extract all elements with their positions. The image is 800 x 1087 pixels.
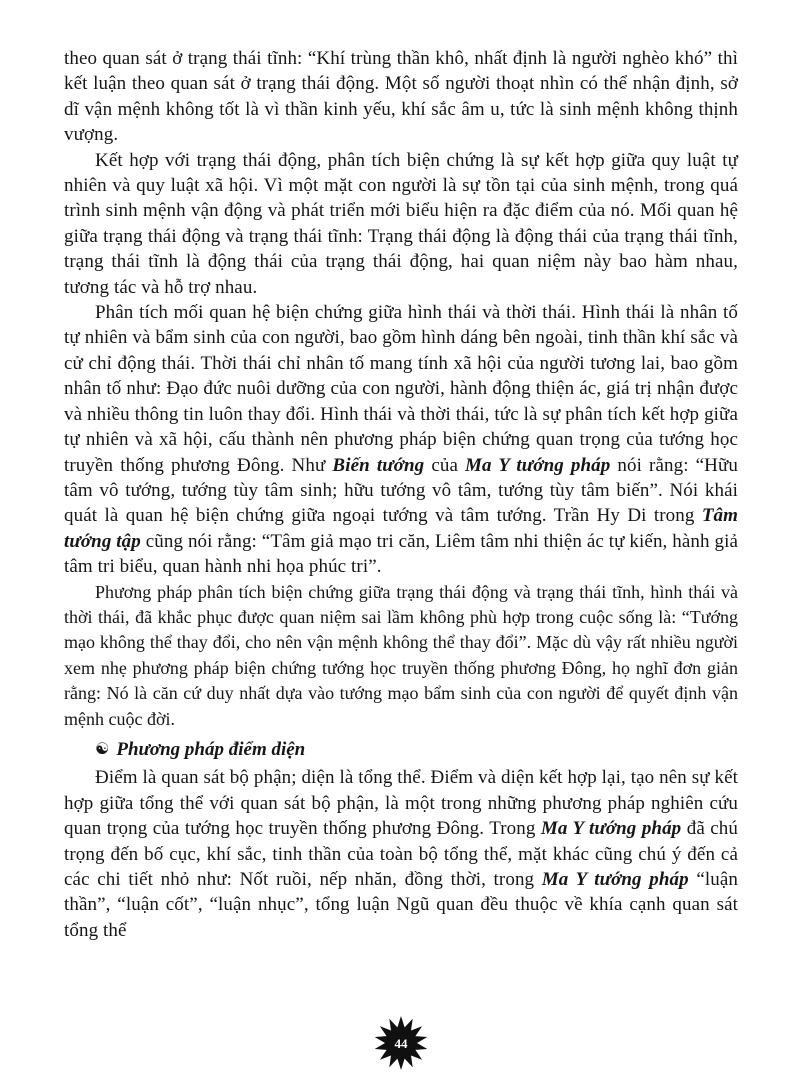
text-run: Điểm là quan sát bộ phận; diện là tổng thể. Điểm và diện kết hợp lại, tạo nên sự kết hợp giữa tổng thể với quan sát bộ phận, là một trong những phương pháp nghiên cứu quan trọng của tướng học truyền thống phương Đông. Trong [64,767,738,840]
text-run-italic: Ma Y tướng pháp [541,869,689,890]
paragraph-hinh-thai-thoi-thai [64,300,738,579]
section-heading [64,737,738,762]
page-number-ornament [370,1013,432,1071]
text-run: Phân tích mối quan hệ biện chứng giữa hình thái và thời thái. Hình thái là nhân tố tự nhiên và bẩm sinh của con người, bao gồm hình dáng bên ngoài, tinh thần khí sắc và cử chỉ động thái. Thời thái chỉ nhân tố mang tính xã hội của người tương lai, bao gồm nhân tố như: Đạo đức nuôi dưỡng của con người, hành động thiện ác, giá trị nhận được và nhiều thông tin luôn thay đổi. Hình thái và thời thái, tức là sự phân tích kết hợp giữa tự nhiên và xã hội, cấu thành nên phương pháp biện chứng quan trọng của tướng học truyền thống phương Đông. Như [64,302,738,476]
section-heading-text: Phương pháp điểm diện [116,738,306,760]
text-run: của [424,454,466,476]
paragraph-continuation: theo quan sát ở trạng thái tĩnh: “Khí trùng thần khô, nhất định là người nghèo khó” thì kết luận theo quan sát ở trạng thái động. Một số người thoạt nhìn có thể nhận định, sở dĩ vận mệnh không tốt là vì thần kinh yếu, khí sắc âm u, tức là sinh mệnh không thịnh vượng. [64,48,738,146]
text-run: nói rằng: “Hữu tâm vô tướng, tướng tùy tâm sinh; hữu tướng vô tâm, tướng tùy tâm biến”. Nói khái quát là quan hệ biện chứng giữa ngoại tướng và tâm tướng. Trần Hy Di trong [64,454,738,527]
page-footer [64,1013,738,1087]
paragraph-dynamic-static: Kết hợp với trạng thái động, phân tích biện chứng là sự kết hợp giữa quy luật tự nhiên và quy luật xã hội. Vì một mặt con người là sự tồn tại của sinh mệnh, trong quá trình sinh mệnh vận động và phát triển mới biểu hiện ra đặc điểm của nó. Mối quan hệ giữa trạng thái động và trạng thái tĩnh: Trạng thái động là động thái của trạng thái tĩnh, trạng thái tĩnh là động thái của trạng thái động, hai quan niệm này bao hàm nhau, tương tác và hỗ trợ nhau. [64,149,738,298]
yin-yang-ornament-icon: ☯ [95,738,110,758]
text-run-italic: Tâm tướng tập [64,505,738,552]
page-number: 44 [394,1036,408,1051]
paragraph-conclusion: Phương pháp phân tích biện chứng giữa trạng thái động và trạng thái tĩnh, hình thái và thời thái, đã khắc phục được quan niệm sai lầm không phù hợp trong cuộc sống là: “Tướng mạo không thể thay đổi, cho nên vận mệnh không thể thay đổi”. Mặc dù vậy rất nhiều người xem nhẹ phương pháp biện chứng tướng học truyền thống phương Đông, họ nghĩ đơn giản rằng: Nó là căn cứ duy nhất dựa vào tướng mạo bẩm sinh của con người để quyết định vận mệnh cuộc đời. [64,581,738,729]
text-run-italic: Ma Y tướng pháp [465,454,611,476]
text-run: “luận thần”, “luận cốt”, “luận nhục”, tổng luận Ngũ quan đều thuộc về khía cạnh quan sát tổng thể [64,869,738,941]
text-run-italic: Biến tướng [332,454,425,476]
text-run: cũng nói rằng: “Tâm giả mạo tri căn, Liêm tâm nhi thiện ác tự kiến, hành giả tâm tri biểu, quan hành nhi họa phúc tri”. [64,530,738,578]
paragraph-diem-dien [64,765,738,943]
text-run-italic: Ma Y tướng pháp [540,818,682,840]
text-run: đã chú trọng đến bố cục, khí sắc, tinh thần của toàn bộ tổng thể, mặt khác cũng chú ý đến cả các chi tiết nhỏ như: Nốt ruồi, nếp nhăn, đồng thời, trong [64,818,738,890]
